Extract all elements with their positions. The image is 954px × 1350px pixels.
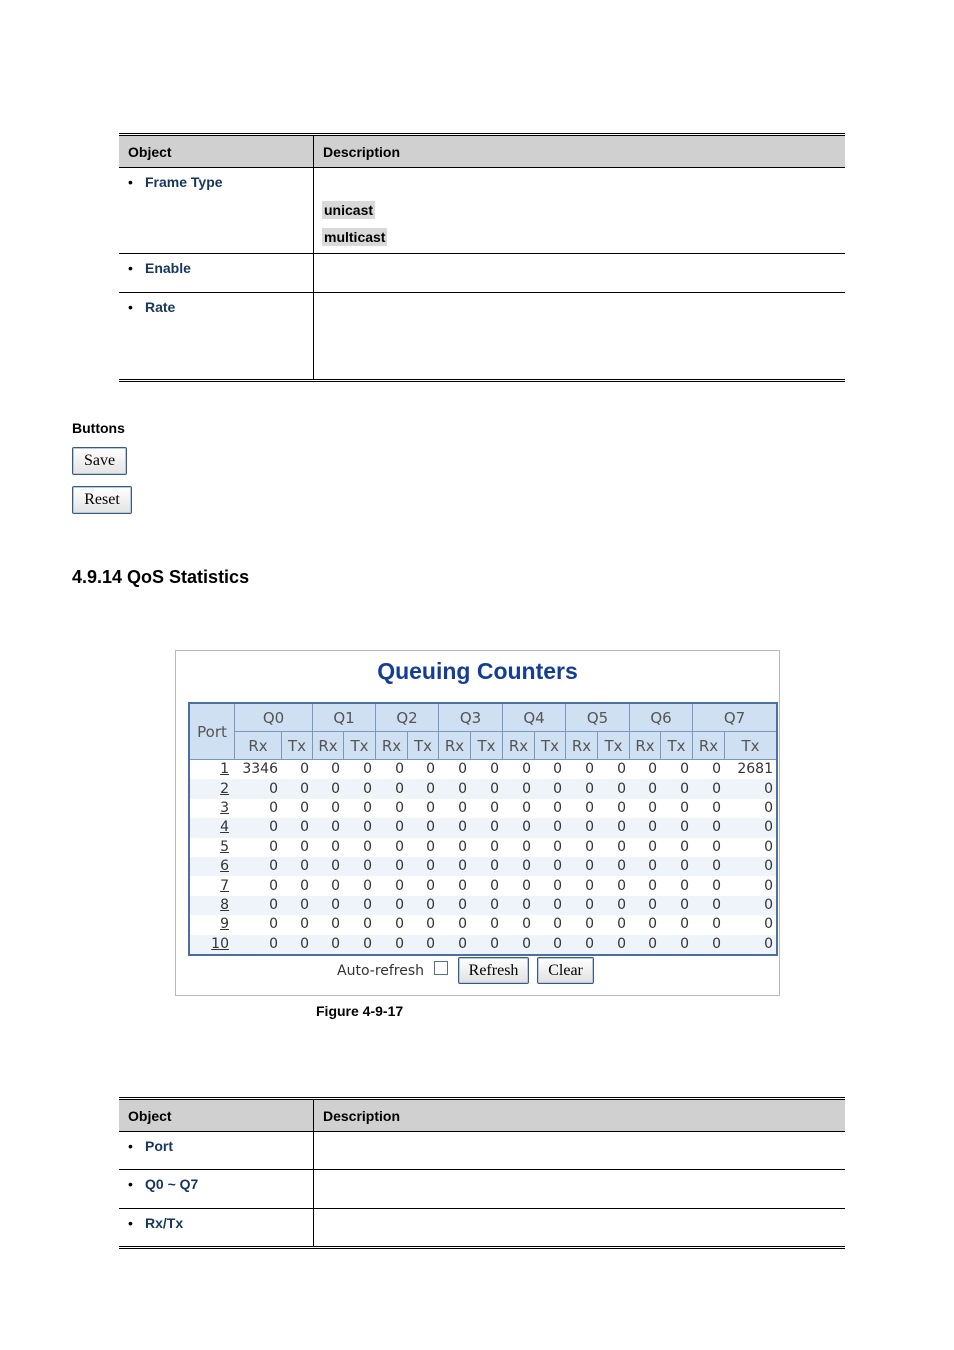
counter-cell: 0: [630, 818, 661, 837]
counter-cell: 0: [503, 935, 535, 955]
counter-cell: 0: [630, 779, 661, 798]
counter-cell: 0: [522, 877, 531, 894]
table-row: [189, 896, 777, 915]
counter-cell: 0: [235, 857, 282, 876]
counter-cell: 0: [490, 877, 499, 894]
queuing-counters-panel: [175, 650, 780, 996]
counter-cell: 0: [471, 896, 503, 915]
queue-header-q0: Q0: [235, 703, 313, 732]
counter-cell: 0: [598, 935, 630, 955]
port-link[interactable]: 4: [220, 819, 229, 836]
table-row: [189, 818, 777, 837]
object-q0-q7: • Q0 ~ Q7: [128, 1176, 199, 1192]
tx-header-q3: Tx: [471, 732, 503, 760]
counter-cell: 0: [764, 838, 773, 855]
counter-cell: 0: [617, 799, 626, 816]
rx-header-q6: Rx: [630, 732, 661, 760]
table-row: [189, 760, 777, 780]
counter-cell: 0: [331, 877, 340, 894]
port-cell: [189, 760, 235, 780]
counter-cell: 0: [458, 916, 467, 933]
counter-cell: 0: [725, 857, 778, 876]
counter-cell: 0: [617, 838, 626, 855]
buttons-heading: Buttons: [72, 420, 125, 436]
tx-header-q5: Tx: [598, 732, 630, 760]
counter-cell: 0: [439, 779, 471, 798]
port-link[interactable]: 8: [220, 896, 229, 913]
queue-header-q2: Q2: [376, 703, 439, 732]
port-cell: [189, 915, 235, 934]
counter-cell: 0: [522, 916, 531, 933]
counter-cell: 0: [331, 916, 340, 933]
counter-cell: 0: [426, 761, 435, 778]
counter-cell: 0: [490, 838, 499, 855]
header-description: Description: [314, 1099, 846, 1132]
table-row: [189, 935, 777, 955]
object-enable: • Enable: [128, 260, 191, 276]
counter-cell: 0: [585, 761, 594, 778]
counter-cell: 0: [363, 761, 372, 778]
auto-refresh-checkbox[interactable]: [434, 961, 448, 975]
header-description: Description: [314, 135, 846, 168]
counter-cell: 0: [269, 916, 278, 933]
rx-header-q5: Rx: [566, 732, 598, 760]
counter-cell: 0: [490, 761, 499, 778]
rx-header-q3: Rx: [439, 732, 471, 760]
counter-cell: 0: [585, 799, 594, 816]
counter-cell: 0: [331, 761, 340, 778]
counter-cell: 0: [693, 935, 725, 955]
counter-cell: 0: [764, 799, 773, 816]
port-cell: [189, 857, 235, 876]
port-link[interactable]: 5: [220, 838, 229, 855]
auto-refresh-label: Auto-refresh: [337, 962, 425, 979]
counter-cell: 0: [648, 877, 657, 894]
counter-cell: 0: [395, 877, 404, 894]
counter-cell: 0: [439, 896, 471, 915]
counter-cell: 0: [712, 838, 721, 855]
counter-cell: 0: [598, 818, 630, 837]
counter-cell: 0: [282, 935, 313, 955]
counter-cell: 0: [693, 818, 725, 837]
tx-header-q4: Tx: [535, 732, 566, 760]
refresh-controls: [337, 957, 602, 984]
counter-cell: 0: [598, 857, 630, 876]
counter-cell: 0: [363, 838, 372, 855]
counter-cell: 0: [426, 916, 435, 933]
counter-cell: 0: [395, 799, 404, 816]
counter-cell: 0: [630, 896, 661, 915]
counter-cell: 0: [471, 779, 503, 798]
counter-cell: 0: [344, 818, 376, 837]
save-button[interactable]: Save: [72, 447, 127, 475]
counter-cell: 0: [553, 838, 562, 855]
counter-cell: 0: [648, 799, 657, 816]
counter-cell: 0: [490, 799, 499, 816]
port-link[interactable]: 10: [211, 935, 229, 952]
object-frame-type: • Frame Type: [128, 174, 223, 190]
header-object: Object: [119, 135, 314, 168]
counter-cell: 0: [439, 818, 471, 837]
counter-cell: 0: [458, 838, 467, 855]
tx-header-q7: Tx: [725, 732, 778, 760]
counter-cell: 0: [313, 779, 344, 798]
counter-cell: 0: [764, 916, 773, 933]
counter-cell: 0: [344, 935, 376, 955]
counter-cell: 0: [725, 896, 778, 915]
object-rate: • Rate: [128, 299, 176, 315]
counter-cell: 0: [363, 799, 372, 816]
counter-cell: 0: [712, 877, 721, 894]
object-description-table-2: [119, 1097, 845, 1249]
counter-cell: 0: [522, 761, 531, 778]
counter-cell: 0: [630, 857, 661, 876]
counter-cell: 0: [535, 935, 566, 955]
tx-header-q0: Tx: [282, 732, 313, 760]
port-link[interactable]: 2: [220, 780, 229, 797]
counter-cell: 0: [617, 877, 626, 894]
counter-cell: 0: [426, 838, 435, 855]
counter-cell: 3346: [242, 761, 278, 778]
counter-cell: 0: [503, 857, 535, 876]
counter-cell: 0: [522, 799, 531, 816]
tx-header-q2: Tx: [408, 732, 439, 760]
rx-header-q1: Rx: [313, 732, 344, 760]
counter-cell: 0: [376, 896, 408, 915]
counter-cell: 0: [566, 818, 598, 837]
counter-cell: 0: [408, 779, 439, 798]
counter-cell: 0: [471, 857, 503, 876]
counter-cell: 0: [598, 896, 630, 915]
counter-cell: 0: [458, 761, 467, 778]
header-object: Object: [119, 1099, 314, 1132]
counter-cell: 0: [313, 935, 344, 955]
counter-cell: 0: [566, 896, 598, 915]
rx-header-q7: Rx: [693, 732, 725, 760]
tx-header-q6: Tx: [661, 732, 693, 760]
counter-cell: 0: [490, 916, 499, 933]
counter-cell: 0: [503, 896, 535, 915]
counter-cell: 0: [712, 799, 721, 816]
counter-cell: 0: [553, 761, 562, 778]
queue-header-q1: Q1: [313, 703, 376, 732]
counter-cell: 0: [522, 838, 531, 855]
counter-cell: 0: [585, 838, 594, 855]
rx-header-q0: Rx: [235, 732, 282, 760]
counter-cell: 0: [680, 761, 689, 778]
counter-cell: 0: [712, 916, 721, 933]
counter-cell: 0: [235, 896, 282, 915]
counter-cell: 0: [566, 935, 598, 955]
port-cell: [189, 838, 235, 857]
counter-cell: 0: [535, 896, 566, 915]
counter-cell: 0: [235, 818, 282, 837]
counter-cell: 0: [331, 799, 340, 816]
counter-cell: 0: [566, 857, 598, 876]
port-cell: [189, 818, 235, 837]
counter-cell: 0: [725, 779, 778, 798]
counter-cell: 0: [458, 877, 467, 894]
counter-cell: 0: [363, 877, 372, 894]
counter-cell: 0: [408, 896, 439, 915]
counter-cell: 0: [503, 818, 535, 837]
counter-cell: 0: [661, 818, 693, 837]
counter-cell: 0: [313, 818, 344, 837]
port-cell: [189, 779, 235, 798]
port-cell: [189, 876, 235, 895]
clear-button[interactable]: Clear: [537, 957, 594, 984]
counter-cell: 0: [566, 779, 598, 798]
counter-cell: 0: [395, 761, 404, 778]
counter-cell: 0: [661, 935, 693, 955]
counter-cell: 0: [269, 877, 278, 894]
section-title: 4.9.14 QoS Statistics: [72, 567, 250, 587]
port-cell: [189, 896, 235, 915]
counter-cell: 0: [408, 857, 439, 876]
counter-cell: 0: [439, 935, 471, 955]
queue-header-q5: Q5: [566, 703, 630, 732]
counter-cell: 0: [553, 799, 562, 816]
counter-cell: 0: [282, 857, 313, 876]
counter-cell: 0: [300, 916, 309, 933]
counter-cell: 0: [282, 896, 313, 915]
counter-cell: 0: [300, 838, 309, 855]
table-row: [189, 779, 777, 798]
counter-cell: 0: [712, 761, 721, 778]
counter-cell: 0: [313, 857, 344, 876]
object-description-table-1: [119, 133, 845, 382]
counter-cell: 0: [553, 916, 562, 933]
counter-cell: 0: [471, 935, 503, 955]
counter-cell: 2681: [737, 761, 773, 778]
queue-header-q6: Q6: [630, 703, 693, 732]
object-port: • Port: [128, 1138, 173, 1154]
counter-cell: 0: [661, 857, 693, 876]
counter-cell: 0: [408, 935, 439, 955]
counter-cell: 0: [553, 877, 562, 894]
table-row: [189, 876, 777, 895]
rx-header-q2: Rx: [376, 732, 408, 760]
port-cell: [189, 935, 235, 955]
counter-cell: 0: [395, 916, 404, 933]
port-link[interactable]: 1: [220, 761, 229, 778]
counter-cell: 0: [458, 799, 467, 816]
counter-cell: 0: [376, 818, 408, 837]
counter-cell: 0: [648, 838, 657, 855]
counter-cell: 0: [693, 896, 725, 915]
counter-cell: 0: [395, 838, 404, 855]
counter-cell: 0: [363, 916, 372, 933]
counter-cell: 0: [235, 935, 282, 955]
table-row: [189, 838, 777, 857]
counter-cell: 0: [725, 935, 778, 955]
counter-cell: 0: [376, 935, 408, 955]
refresh-button[interactable]: Refresh: [458, 957, 529, 984]
counter-cell: 0: [376, 779, 408, 798]
counter-cell: 0: [426, 799, 435, 816]
counter-cell: 0: [331, 838, 340, 855]
counter-cell: 0: [282, 779, 313, 798]
queuing-counters-table: [188, 702, 778, 956]
desc-multicast: multicast: [324, 229, 386, 245]
table-row: [189, 799, 777, 818]
queue-header-q3: Q3: [439, 703, 503, 732]
counter-cell: 0: [535, 779, 566, 798]
reset-button[interactable]: Reset: [72, 486, 132, 514]
counter-cell: 0: [693, 779, 725, 798]
port-link[interactable]: 9: [220, 916, 229, 933]
counter-cell: 0: [535, 857, 566, 876]
counter-cell: 0: [693, 857, 725, 876]
counter-cell: 0: [235, 779, 282, 798]
desc-unicast: unicast: [324, 202, 374, 218]
queuing-counters-title: Queuing Counters: [377, 658, 578, 684]
counter-cell: 0: [344, 779, 376, 798]
counter-cell: 0: [439, 857, 471, 876]
counter-cell: 0: [680, 838, 689, 855]
counter-cell: 0: [376, 857, 408, 876]
counter-cell: 0: [408, 818, 439, 837]
counter-cell: 0: [648, 916, 657, 933]
counter-cell: 0: [300, 877, 309, 894]
counter-cell: 0: [535, 818, 566, 837]
table-row: [189, 857, 777, 876]
counter-cell: 0: [661, 896, 693, 915]
counter-cell: 0: [282, 818, 313, 837]
counter-cell: 0: [269, 799, 278, 816]
object-rx-tx: • Rx/Tx: [128, 1215, 184, 1231]
port-header: Port: [189, 703, 235, 760]
table-row: [189, 915, 777, 934]
counter-cell: 0: [725, 818, 778, 837]
queue-header-q7: Q7: [693, 703, 778, 732]
counter-cell: 0: [585, 916, 594, 933]
tx-header-q1: Tx: [344, 732, 376, 760]
counter-cell: 0: [300, 761, 309, 778]
counter-cell: 0: [630, 935, 661, 955]
counter-cell: 0: [503, 779, 535, 798]
counter-cell: 0: [680, 799, 689, 816]
port-link[interactable]: 6: [220, 858, 229, 875]
port-cell: [189, 799, 235, 818]
counter-cell: 0: [617, 761, 626, 778]
figure-caption: Figure 4-9-17: [316, 1003, 404, 1019]
port-link[interactable]: 3: [220, 799, 229, 816]
counter-cell: 0: [344, 896, 376, 915]
counter-cell: 0: [680, 916, 689, 933]
counter-cell: 0: [426, 877, 435, 894]
counter-cell: 0: [344, 857, 376, 876]
counter-cell: 0: [648, 761, 657, 778]
counter-cell: 0: [300, 799, 309, 816]
counter-cell: 0: [471, 818, 503, 837]
counter-cell: 0: [764, 877, 773, 894]
rx-header-q4: Rx: [503, 732, 535, 760]
counter-cell: 0: [661, 779, 693, 798]
counter-cell: 0: [617, 916, 626, 933]
counter-cell: 0: [598, 779, 630, 798]
counter-cell: 0: [585, 877, 594, 894]
port-link[interactable]: 7: [220, 877, 229, 894]
queue-header-q4: Q4: [503, 703, 566, 732]
counter-cell: 0: [680, 877, 689, 894]
counter-cell: 0: [269, 838, 278, 855]
counter-cell: 0: [313, 896, 344, 915]
